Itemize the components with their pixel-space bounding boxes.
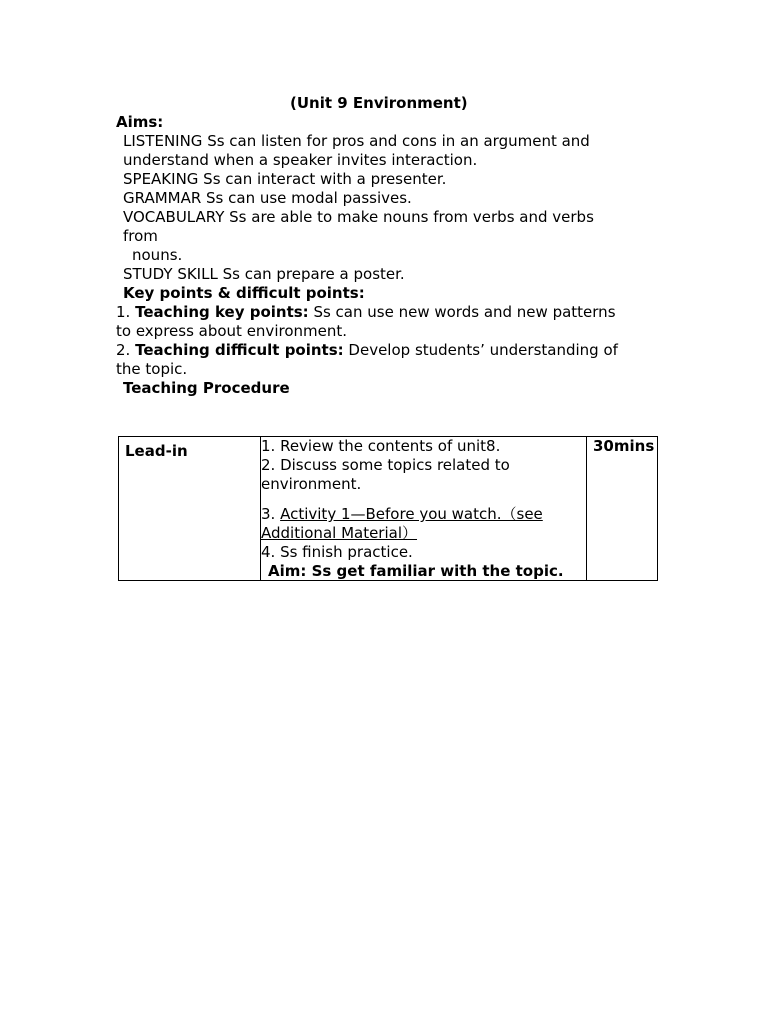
step-2: 2. Discuss some topics related to	[261, 456, 510, 474]
key-point-2-label: Teaching difficult points:	[135, 341, 344, 359]
key-point-2-cont: the topic.	[116, 360, 188, 378]
document-title: (Unit 9 Environment)	[290, 94, 468, 112]
key-point-2	[116, 341, 618, 360]
aim-grammar: GRAMMAR Ss can use modal passives.	[123, 189, 412, 207]
steps-cell	[261, 437, 587, 581]
step-4: 4. Ss finish practice.	[261, 543, 413, 561]
key-point-1-num: 1.	[116, 303, 136, 321]
aim-vocabulary-cont: from	[123, 227, 158, 245]
time-cell	[587, 437, 658, 581]
aim-speaking: SPEAKING Ss can interact with a presenter.	[123, 170, 447, 188]
step-3-activity: Activity 1—Before you watch.（see	[280, 505, 543, 523]
step-3	[261, 505, 543, 524]
time-label: 30mins	[593, 437, 655, 455]
procedure-table	[118, 436, 658, 581]
stage-label: Lead-in	[125, 442, 188, 460]
step-3-num: 3.	[261, 505, 281, 523]
aim-study-skill: STUDY SKILL Ss can prepare a poster.	[123, 265, 405, 283]
stage-cell	[119, 437, 261, 581]
step-2-cont: environment.	[261, 475, 362, 493]
step-aim: Aim: Ss get familiar with the topic.	[268, 562, 564, 580]
aim-vocabulary: VOCABULARY Ss are able to make nouns from verbs and verbs	[123, 208, 594, 226]
step-1: 1. Review the contents of unit8.	[261, 437, 501, 455]
key-points-heading: Key points & difficult points:	[123, 284, 365, 302]
key-point-1-cont: to express about environment.	[116, 322, 347, 340]
aim-listening-cont: understand when a speaker invites interaction.	[123, 151, 478, 169]
aims-heading: Aims:	[116, 113, 164, 131]
key-point-2-num: 2.	[116, 341, 136, 359]
key-point-1	[116, 303, 616, 322]
table-row	[119, 437, 658, 581]
aim-vocabulary-cont2: nouns.	[132, 246, 183, 264]
step-3-cont: Additional Material）	[261, 524, 418, 542]
aim-listening: LISTENING Ss can listen for pros and cons in an argument and	[123, 132, 590, 150]
key-point-2-text: Develop students’ understanding of	[343, 341, 618, 359]
procedure-heading: Teaching Procedure	[123, 379, 290, 397]
key-point-1-label: Teaching key points:	[135, 303, 309, 321]
key-point-1-text: Ss can use new words and new patterns	[308, 303, 616, 321]
